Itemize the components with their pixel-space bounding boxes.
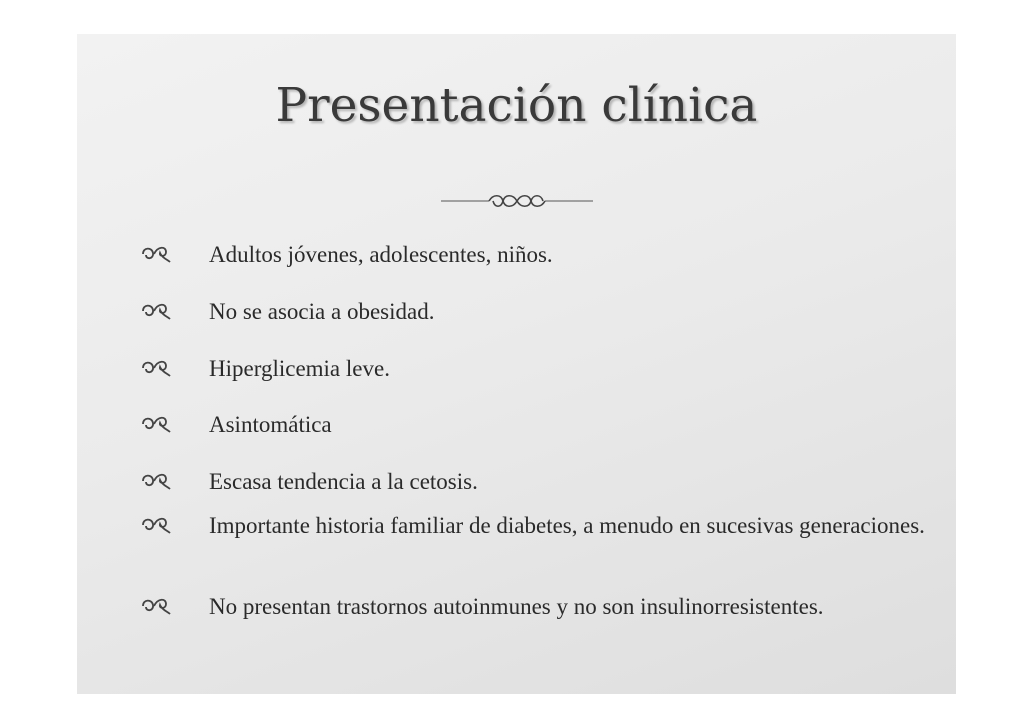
- slide-title: Presentación clínica: [275, 78, 758, 133]
- bullet-text: Asintomática: [209, 412, 332, 437]
- bullet-text: Escasa tendencia a la cetosis.: [209, 469, 478, 494]
- ornamental-bullet-icon: [140, 242, 172, 264]
- slide: [77, 34, 956, 694]
- bullet-text: Hiperglicemia leve.: [209, 356, 390, 381]
- bullet-text: No se asocia a obesidad.: [209, 299, 435, 324]
- bullet-text: No presentan trastornos autoinmunes y no son insulinorresistentes.: [209, 594, 824, 619]
- ornamental-bullet-icon: [140, 299, 172, 321]
- ornamental-bullet-icon: [140, 513, 172, 535]
- ornamental-bullet-icon: [140, 356, 172, 378]
- ornamental-bullet-icon: [140, 469, 172, 491]
- ornamental-bullet-icon: [140, 412, 172, 434]
- ornamental-bullet-icon: [140, 594, 172, 616]
- bullet-list: [77, 34, 956, 694]
- bullet-text: Importante historia familiar de diabetes, a menudo en sucesivas generaciones.: [209, 513, 925, 538]
- bullet-text: Adultos jóvenes, adolescentes, niños.: [209, 242, 553, 267]
